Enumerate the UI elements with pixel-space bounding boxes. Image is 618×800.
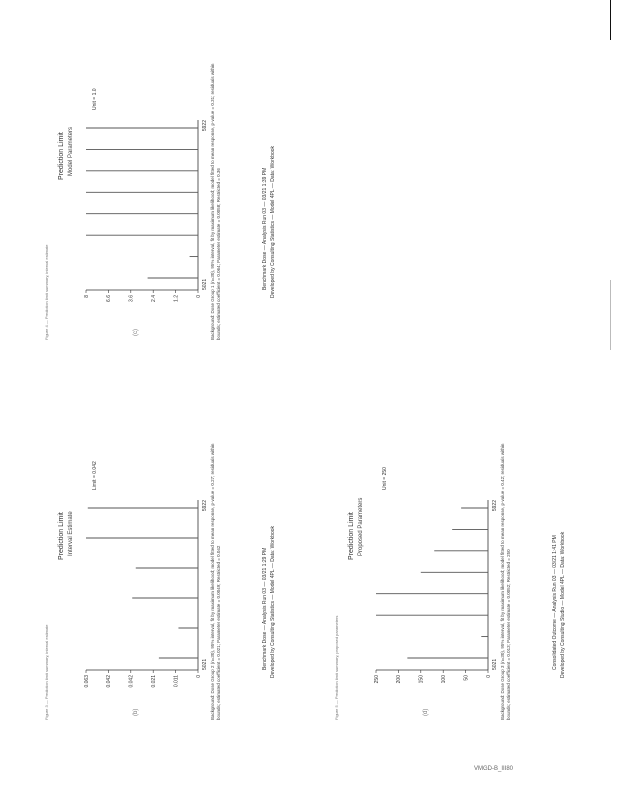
x-start-label: 5021 <box>202 278 208 290</box>
y-tick-label: 3.6 <box>128 295 135 302</box>
y-tick-label: 8 <box>83 295 90 298</box>
y-tick-label: 0.042 <box>128 675 135 688</box>
figure-footer-line-1: Benchmark Dose — Analysis Run 03 — 03/21 1:39 PM <box>262 167 268 290</box>
y-tick-label: 250 <box>373 675 380 684</box>
bar-chart <box>78 70 218 320</box>
x-end-label: 5922 <box>202 120 208 132</box>
y-tick-label: 1.2 <box>173 295 180 302</box>
limit-label: Limit = 0.042 <box>92 461 98 490</box>
figure-caption: Background: Dose Group 2 (n=30), 95% interval, fit by maximum likelihood; model fitted to mean response, p-value = 0.27; residuals within bounds; estimated coefficient = 0.021; Parameter estimate = 0.0049; Restricted = 0.042 <box>210 443 221 720</box>
y-tick-label: 0 <box>195 295 202 298</box>
figure-caption: Background: Dose Group 3 (n=30), 95% interval, fit by maximum likelihood; model fitted to mean response, p-value = 0.42; residuals within bounds; estimated coefficient = 0.013; Parameter estimate = 0.0052; Restricted = 250 <box>500 443 511 720</box>
y-tick-label: 0.042 <box>106 675 113 688</box>
figure-title: Prediction Limit <box>348 512 355 560</box>
figure-panel <box>40 40 276 340</box>
bar-chart <box>368 450 508 700</box>
figure-caption: Background: Dose Group 1 (n=30), 95% interval, fit by maximum likelihood; model fitted to mean response, p-value = 0.31; residuals within bounds; estimated coefficient = 0.064; Parameter estimate = 0.0058; Restricted = 0.36 <box>210 63 221 340</box>
y-tick-label: 6.6 <box>106 295 113 302</box>
limit-label: Unit = 1.0 <box>92 88 98 110</box>
figure-header: Figure 3 — Prediction limit summary, interval estimate <box>44 624 49 720</box>
y-tick-label: 0.021 <box>151 675 157 688</box>
x-end-label: 5922 <box>492 500 498 512</box>
y-tick-label: 0.063 <box>83 675 90 688</box>
figure-subtitle: Proposed Parameters <box>358 497 364 556</box>
page-edge-mark <box>610 0 611 40</box>
y-tick-label: 2.4 <box>151 295 157 302</box>
figure-subtitle: Model Parameters <box>68 126 74 176</box>
figure-footer-line-2: Developed by Consulting Statistics — Model 4PL — Data: Workbook <box>270 145 276 298</box>
y-tick-label: 0 <box>485 675 492 678</box>
page-edge-mark <box>610 280 611 350</box>
panel-label: (b) <box>133 708 139 716</box>
panel-label: (d) <box>423 708 429 716</box>
x-start-label: 5021 <box>202 658 208 670</box>
figure-header: Figure 4 — Prediction limit summary, interval estimate <box>44 244 49 340</box>
y-tick-label: 50 <box>463 675 470 681</box>
x-end-label: 5922 <box>202 500 208 512</box>
figure-panel <box>40 420 276 720</box>
y-tick-label: 100 <box>441 675 447 684</box>
y-tick-label: 200 <box>396 675 403 684</box>
figure-panel <box>330 420 566 720</box>
y-tick-label: 150 <box>418 675 425 684</box>
x-start-label: 5021 <box>492 658 498 670</box>
figure-subtitle: Interval Estimate <box>68 511 74 556</box>
y-tick-label: 0.011 <box>173 675 180 688</box>
panel-label: (c) <box>133 329 139 336</box>
figure-footer-line-1: Consolidated Outcome — Analysis Run 03 — 03/21 1:41 PM <box>552 535 558 670</box>
figure-footer-line-2: Developed by Consulting Statistics — Model 4PL — Data: Workbook <box>270 525 276 678</box>
figure-title: Prediction Limit <box>58 512 65 560</box>
bar-chart <box>78 450 218 700</box>
figure-header: Figure 5 — Prediction limit summary, proposed parameters <box>334 615 339 720</box>
figure-title: Prediction Limit <box>58 132 65 180</box>
figure-footer-line-2: Developed by Consulting Studio — Model 4PL — Data: Workbook <box>560 531 566 678</box>
page-id: VMGD-B_III80 <box>474 766 514 772</box>
limit-label: Unit = 250 <box>382 467 388 490</box>
figure-footer-line-1: Benchmark Dose — Analysis Run 03 — 03/21 1:29 PM <box>262 547 268 670</box>
y-tick-label: 0 <box>195 675 202 678</box>
